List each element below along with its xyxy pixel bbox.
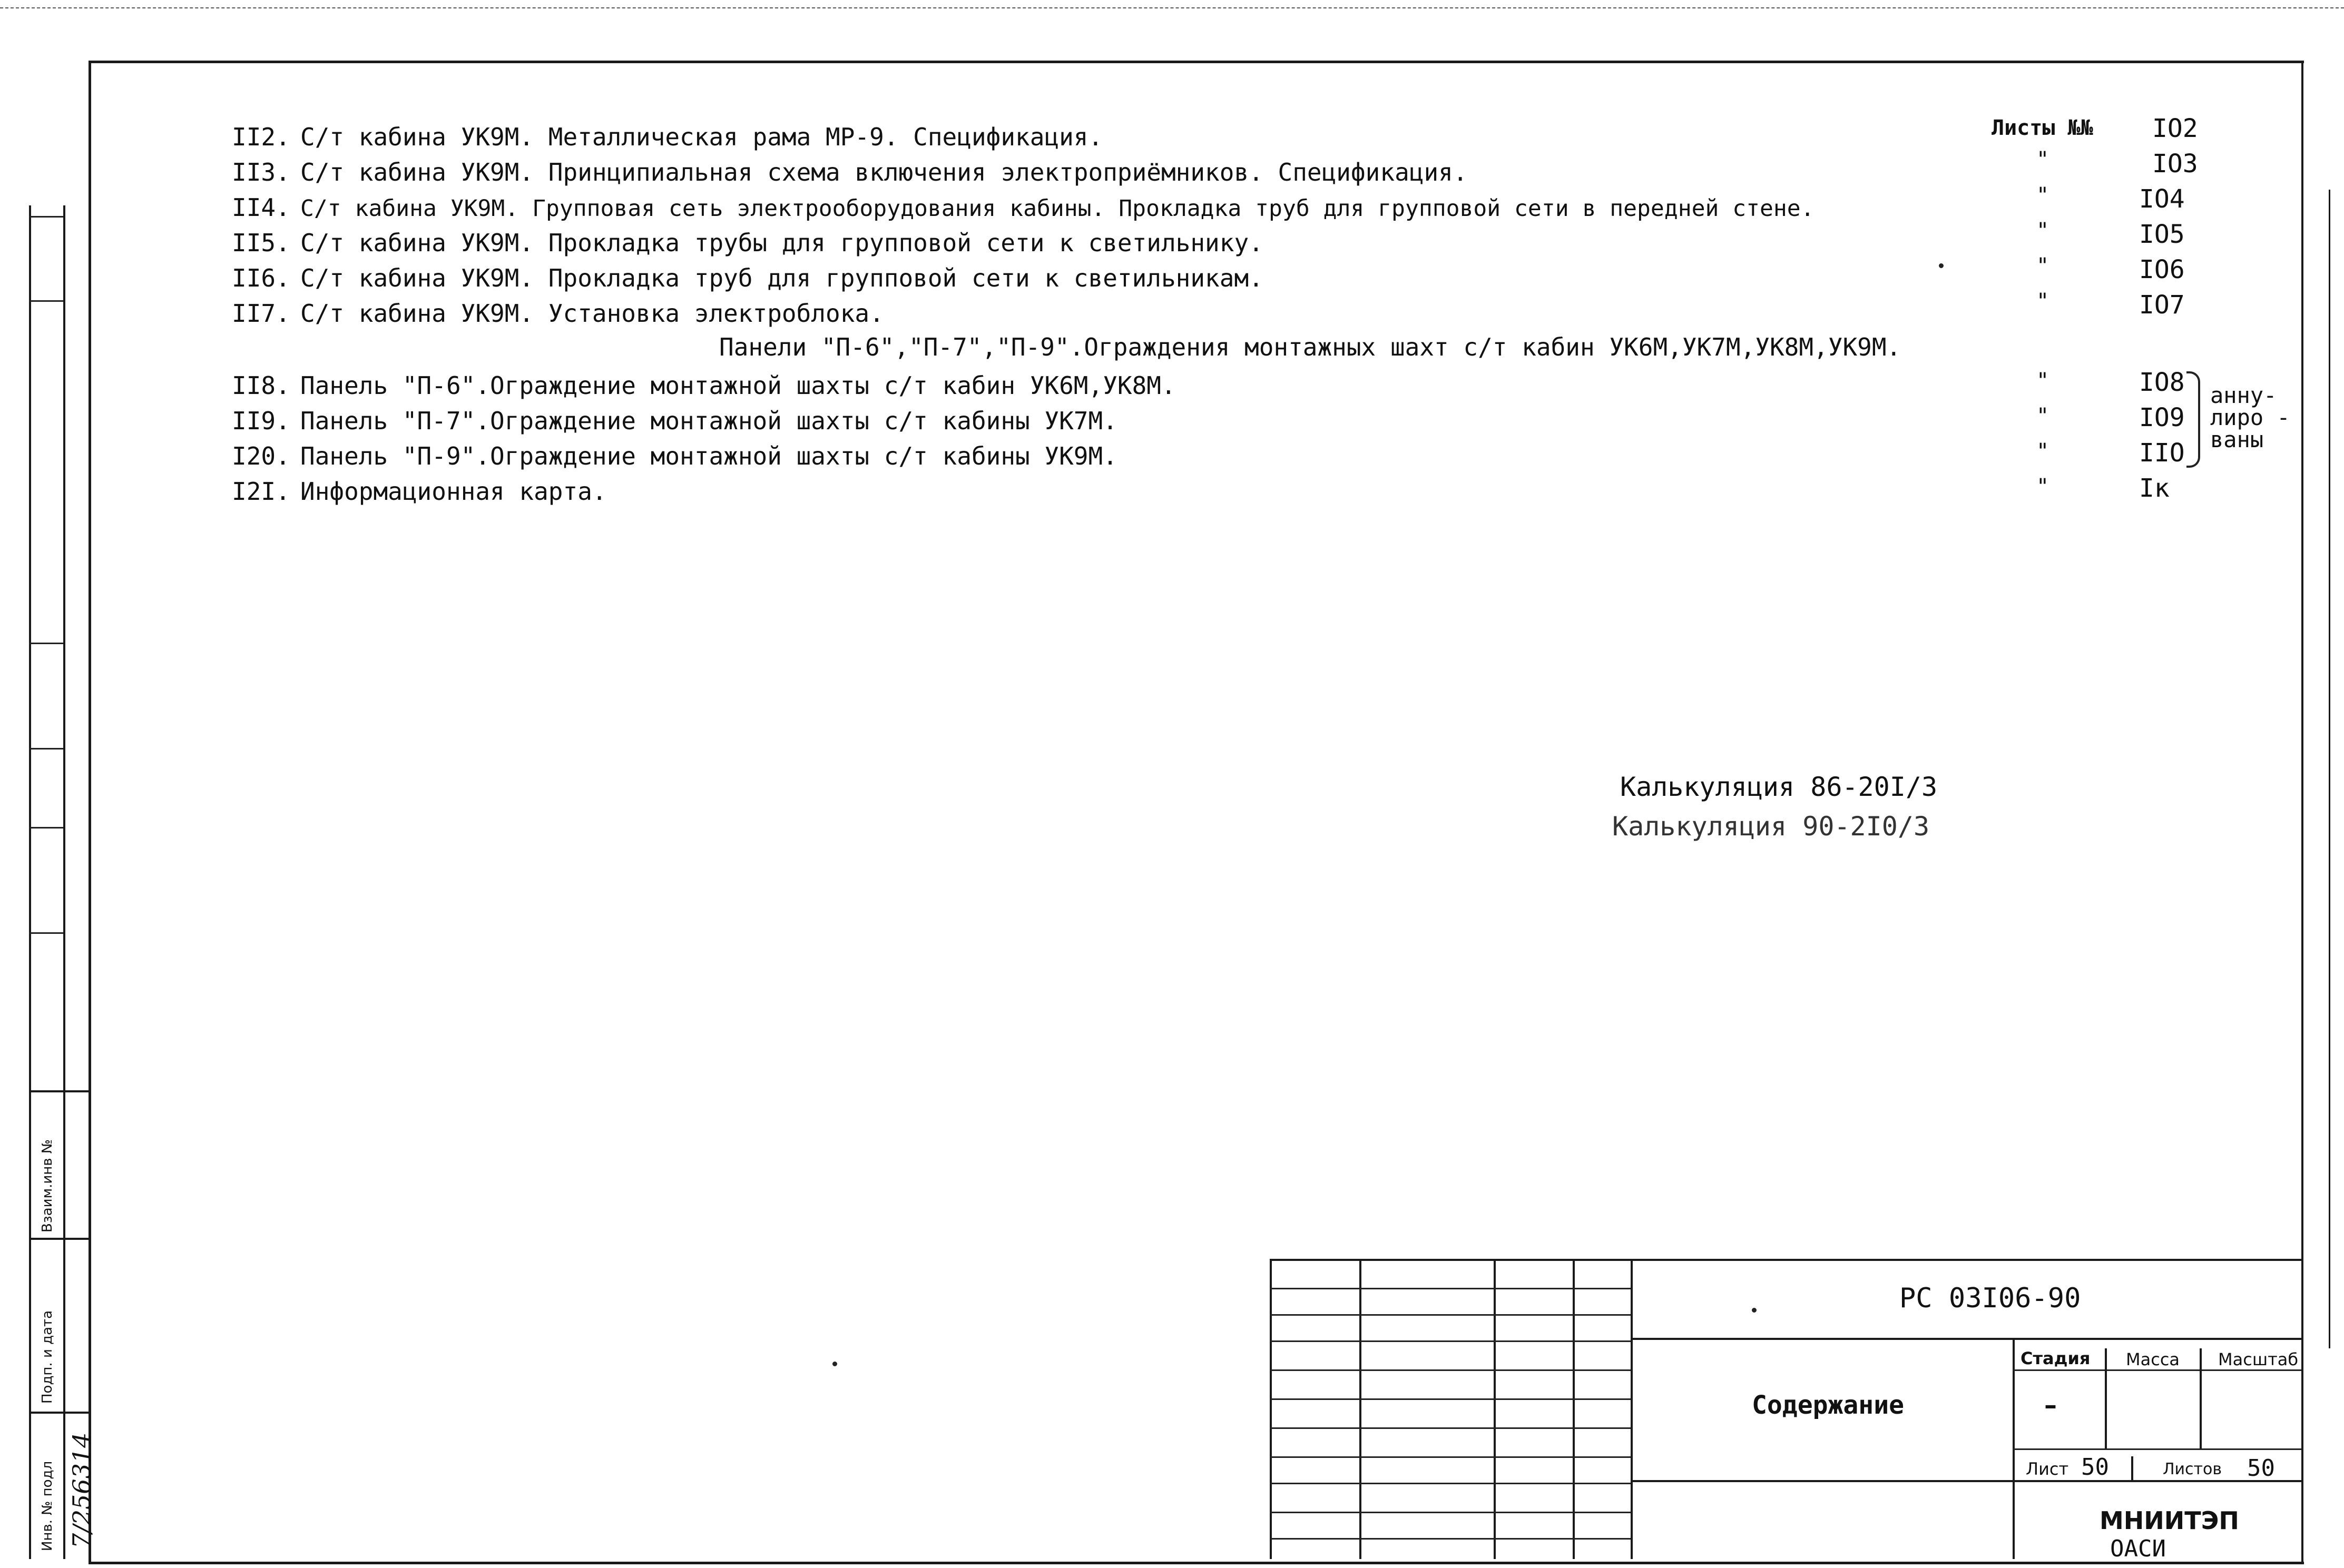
right-margin-line: [2329, 190, 2330, 1348]
margin-tick: [29, 748, 63, 750]
title-block-row: [1270, 1483, 1631, 1484]
list-item: II8. Панель "П-6".Ограждение монтажной шахты с/т кабин УК6М,УК8М.: [232, 371, 1176, 400]
title-block-row: [1270, 1456, 1631, 1458]
title-block-row: [1631, 1338, 2301, 1340]
sheet-number: IO8: [2139, 368, 2185, 397]
scan-speck: [1939, 263, 1944, 268]
title-block-divider: [1573, 1259, 1575, 1559]
sheet-number: IO3: [2152, 149, 2198, 179]
title-block-row: [1631, 1480, 2301, 1482]
mass-label: Масса: [2126, 1349, 2180, 1369]
title-block-left: [1270, 1259, 1272, 1559]
margin-tick: [29, 827, 63, 829]
title-block-divider: [2131, 1456, 2133, 1480]
title-block-top: [1270, 1259, 2301, 1261]
section-subheading: Панели "П-6","П-7","П-9".Ограждения монтажных шахт с/т кабин УК6М,УК7М,УК8М,УК9М.: [719, 333, 1901, 361]
title-block-row: [1270, 1398, 1631, 1400]
sheet-number: IO5: [2139, 220, 2185, 249]
sheet-number: IO2: [2152, 114, 2198, 143]
list-item: II6. С/т кабина УК9М. Прокладка труб для групповой сети к светильникам.: [232, 264, 1263, 292]
ditto-mark: ": [2036, 147, 2049, 172]
ditto-mark: ": [2036, 289, 2049, 313]
sheets-value: 50: [2247, 1455, 2275, 1482]
title-block-divider: [1494, 1259, 1496, 1559]
sheet-number: Iк: [2139, 474, 2170, 503]
sheets-label: Листов: [2163, 1460, 2222, 1478]
margin-tick: [29, 300, 63, 302]
sheet-label: Лист: [2026, 1459, 2069, 1479]
side-stamp-divider: [29, 1238, 90, 1240]
list-item: II3. С/т кабина УК9М. Принципиальная схема включения электроприёмников. Спецификация.: [232, 158, 1468, 186]
annulled-brace: [2186, 371, 2200, 468]
ditto-mark: ": [2036, 369, 2049, 393]
sheets-column-header: Листы №№: [1992, 116, 2093, 140]
margin-tick: [29, 643, 63, 644]
list-item: II9. Панель "П-7".Ограждение монтажной шахты с/т кабины УК7М.: [232, 407, 1117, 435]
title-block-row: [1270, 1538, 1631, 1540]
sheet-number: IO4: [2139, 184, 2185, 214]
title-block-row: [2013, 1448, 2301, 1450]
side-stamp-border: [29, 1090, 31, 1559]
title-block-divider: [1359, 1259, 1361, 1559]
frame-right-edge: [2301, 61, 2303, 1564]
margin-tick: [29, 932, 63, 934]
sheet-number: IO9: [2139, 403, 2185, 432]
calculation-line: Калькуляция 86-20I/3: [1620, 772, 1938, 802]
title-block-row: [1270, 1314, 1631, 1316]
side-stamp-label: Инв. № подл: [40, 1461, 55, 1551]
ditto-mark: ": [2036, 439, 2049, 464]
list-item: II5. С/т кабина УК9М. Прокладка трубы для групповой сети к светильнику.: [232, 229, 1263, 257]
scan-speck: [1752, 1308, 1757, 1313]
document-title: Содержание: [1752, 1391, 1904, 1420]
list-item: II2. С/т кабина УК9М. Металлическая рама МР-9. Спецификация.: [232, 123, 1103, 151]
margin-tick: [29, 216, 63, 218]
annulled-note: анну- лиро - ваны: [2210, 382, 2290, 452]
scan-speck: [832, 1362, 837, 1366]
side-stamp-divider: [29, 1412, 90, 1414]
organization-subname: ОАСИ: [2110, 1535, 2166, 1562]
document-code: РС 03I06-90: [1899, 1283, 2081, 1314]
stage-value: –: [2044, 1391, 2057, 1420]
sheet-number: IIO: [2139, 438, 2185, 468]
list-item: I2I. Информационная карта.: [232, 477, 607, 506]
sheet-number: IO7: [2139, 290, 2185, 320]
title-block-row: [1270, 1288, 1631, 1289]
organization-name: МНИИТЭП: [2100, 1506, 2239, 1535]
inventory-number: 7/256314: [67, 1432, 96, 1549]
calculation-line: Калькуляция 90-2I0/3: [1612, 811, 1930, 842]
ditto-mark: ": [2036, 475, 2049, 499]
scale-label: Масштаб: [2218, 1349, 2299, 1369]
margin-line: [29, 205, 31, 1090]
title-block-row: [1270, 1512, 1631, 1513]
list-item: II4. С/т кабина УК9М. Групповая сеть электрооборудования кабины. Прокладка труб для групповой сети в передней стене.: [232, 193, 1815, 222]
title-block-row: [1270, 1427, 1631, 1429]
side-stamp-label: Взаим.инв №: [40, 1139, 55, 1232]
side-stamp-label: Подп. и дата: [40, 1310, 55, 1404]
sheet-value: 50: [2081, 1454, 2109, 1481]
title-block-divider: [2200, 1348, 2202, 1448]
stage-label: Стадия: [2021, 1348, 2091, 1368]
ditto-mark: ": [2036, 183, 2049, 208]
side-stamp-divider: [29, 1090, 90, 1092]
margin-line: [63, 205, 65, 1090]
ditto-mark: ": [2036, 404, 2049, 428]
list-item: I20. Панель "П-9".Ограждение монтажной шахты с/т кабины УК9М.: [232, 442, 1117, 470]
top-scan-edge: [0, 7, 2344, 8]
list-item: II7. С/т кабина УК9М. Установка электроблока.: [232, 299, 884, 328]
side-stamp-divider: [63, 1090, 65, 1559]
ditto-mark: ": [2036, 219, 2049, 243]
title-block-divider: [1631, 1259, 1633, 1559]
title-block-row: [2013, 1369, 2301, 1371]
title-block-row: [1270, 1340, 1631, 1342]
title-block-divider: [2105, 1348, 2107, 1448]
sheet-number: IO6: [2139, 255, 2185, 284]
ditto-mark: ": [2036, 254, 2049, 278]
title-block-row: [1270, 1369, 1631, 1371]
